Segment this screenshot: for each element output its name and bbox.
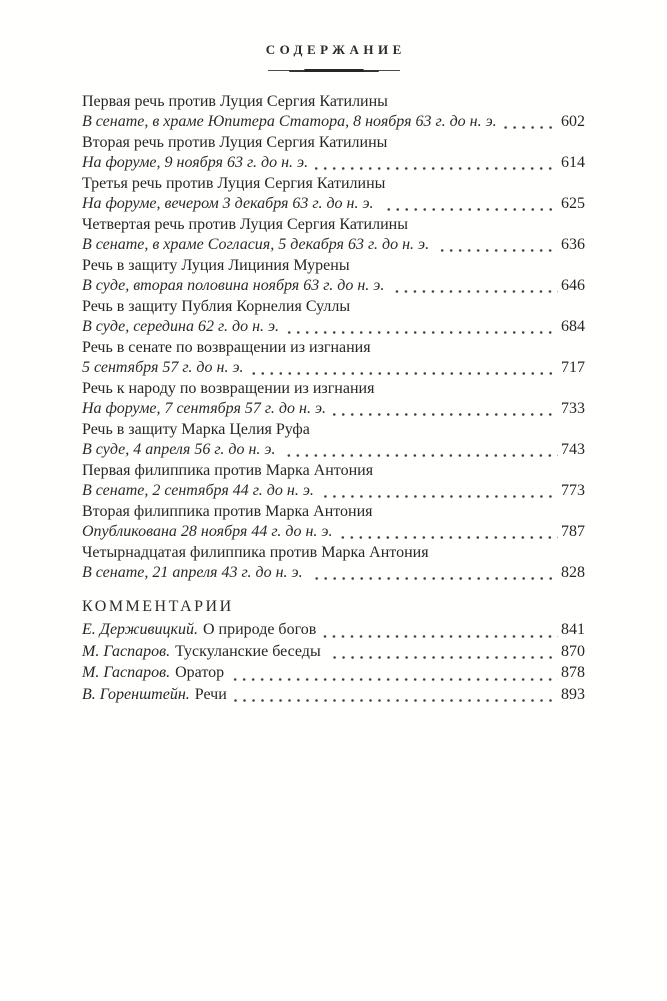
toc-entry-title: Первая речь против Луция Сергия Катилины <box>82 93 388 110</box>
comment-author: М. Гаспаров. <box>82 664 171 681</box>
toc-entry-subtitle: В суде, 4 апреля 56 г. до н. э. <box>82 441 276 458</box>
toc-entry-subtitle-line <box>82 481 585 501</box>
toc-entry-subtitle-line <box>82 112 585 132</box>
toc-entry-subtitle: В сенате, в храме Юпитера Статора, 8 ноября 63 г. до н. э. <box>82 113 497 130</box>
toc-entry-title: Речь в защиту Луция Лициния Мурены <box>82 257 350 274</box>
dot-leader <box>231 678 558 682</box>
toc-entry-subtitle-line <box>82 522 585 542</box>
toc-entry-title: Вторая речь против Луция Сергия Катилины <box>82 134 388 151</box>
comments-section-title: КОММЕНТАРИИ <box>82 598 234 615</box>
comment-page-number: 870 <box>561 642 585 660</box>
dot-leader <box>282 454 558 458</box>
toc-entry <box>82 133 585 173</box>
toc-content <box>82 0 585 705</box>
dot-leader <box>328 656 558 660</box>
toc-entry-page-number: 787 <box>561 523 585 540</box>
dot-leader <box>315 167 558 171</box>
toc-entry <box>82 297 585 337</box>
toc-entry-subtitle: В сенате, в храме Согласия, 5 декабря 63 г. до н. э. <box>82 236 430 253</box>
toc-entry <box>82 543 585 583</box>
toc-entry-page-number: 602 <box>561 113 585 130</box>
toc-entry-title: Речь в защиту Марка Целия Руфа <box>82 421 310 438</box>
comment-item <box>82 684 585 706</box>
comment-author: Е. Держивицкий. <box>82 621 198 638</box>
toc-entry-subtitle: На форуме, 7 сентября 57 г. до н. э. <box>82 400 327 417</box>
dot-leader <box>234 699 558 703</box>
toc-entry-page-number: 614 <box>561 154 585 171</box>
toc-entry-title: Вторая филиппика против Марка Антония <box>82 503 373 520</box>
toc-entry <box>82 461 585 501</box>
page-title: СОДЕРЖАНИЕ <box>265 42 406 57</box>
toc-entry <box>82 420 585 460</box>
toc-entry-subtitle-line <box>82 235 585 255</box>
comment-page-number: 841 <box>561 621 585 638</box>
toc-entry-page-number: 717 <box>561 359 585 376</box>
comment-title: Тускуланские беседы <box>175 642 321 660</box>
toc-entry-subtitle: В суде, вторая половина ноября 63 г. до н. э. <box>82 277 385 294</box>
toc-entry-title: Речь к народу по возвращении из изгнания <box>82 380 375 397</box>
dot-leader <box>436 249 558 253</box>
comments-section <box>82 596 585 705</box>
dot-leader <box>504 126 558 130</box>
toc-entry-title: Первая филиппика против Марка Антония <box>82 462 374 479</box>
swelled-rule-ornament <box>268 68 400 73</box>
dot-leader <box>333 413 558 417</box>
dot-leader <box>323 635 558 639</box>
comment-item <box>82 619 585 641</box>
toc-entry-subtitle-line <box>82 399 585 419</box>
comment-page-number: 893 <box>561 685 585 703</box>
toc-entry-page-number: 828 <box>561 564 585 581</box>
toc-entry-page-number: 733 <box>561 400 585 417</box>
toc-entry-title: Четвертая речь против Луция Сергия Катилины <box>82 216 408 233</box>
toc-entry-title: Четырнадцатая филиппика против Марка Антония <box>82 544 429 561</box>
toc-entry-subtitle-line <box>82 563 585 583</box>
toc-entry <box>82 174 585 214</box>
dot-leader <box>310 577 558 581</box>
comment-page-number: 878 <box>561 664 585 681</box>
comment-title: О природе богов <box>202 621 317 638</box>
toc-entry <box>82 215 585 255</box>
toc-entry-subtitle-line <box>82 153 585 173</box>
toc-entry <box>82 92 585 132</box>
comment-title: Оратор <box>175 664 225 681</box>
toc-entry <box>82 379 585 419</box>
toc-entry <box>82 338 585 378</box>
toc-entry-subtitle-line <box>82 194 585 214</box>
dot-leader <box>381 208 558 212</box>
toc-entry-page-number: 684 <box>561 318 585 335</box>
dot-leader <box>339 536 558 540</box>
toc-entry-title: Речь в сенате по возвращении из изгнания <box>82 339 371 356</box>
dot-leader <box>286 331 558 335</box>
dot-leader <box>321 495 558 499</box>
toc-entry-subtitle: В сенате, 21 апреля 43 г. до н. э. <box>82 564 303 581</box>
toc-entry-subtitle: Опубликована 28 ноября 44 г. до н. э. <box>82 523 333 540</box>
rule-thick <box>304 69 364 72</box>
comment-author: В. Горенштейн. <box>82 685 190 703</box>
comment-item <box>82 641 585 663</box>
toc-entry-subtitle: В сенате, 2 сентября 44 г. до н. э. <box>82 482 314 499</box>
toc-entry <box>82 256 585 296</box>
toc-entry-subtitle: На форуме, 9 ноября 63 г. до н. э. <box>82 154 309 171</box>
toc-entry-page-number: 646 <box>561 277 585 294</box>
dot-leader <box>391 290 558 294</box>
toc-entry-list <box>82 92 585 583</box>
toc-entry-subtitle: В суде, середина 62 г. до н. э. <box>82 318 280 335</box>
toc-entry-page-number: 625 <box>561 195 585 212</box>
toc-entry-page-number: 773 <box>561 482 585 499</box>
toc-entry-subtitle: 5 сентября 57 г. до н. э. <box>82 359 244 376</box>
toc-entry-subtitle-line <box>82 317 585 337</box>
toc-entry-page-number: 636 <box>561 236 585 253</box>
comment-author: М. Гаспаров. <box>82 642 171 660</box>
toc-entry-subtitle-line <box>82 440 585 460</box>
toc-entry-subtitle-line <box>82 276 585 296</box>
toc-entry-subtitle: На форуме, вечером 3 декабря 63 г. до н. э. <box>82 195 374 212</box>
toc-entry <box>82 502 585 542</box>
toc-entry-title: Третья речь против Луция Сергия Катилины <box>82 175 386 192</box>
comment-title: Речи <box>194 685 227 703</box>
toc-entry-page-number: 743 <box>561 441 585 458</box>
comment-item <box>82 662 585 684</box>
dot-leader <box>251 372 558 376</box>
toc-entry-subtitle-line <box>82 358 585 378</box>
toc-entry-title: Речь в защиту Публия Корнелия Суллы <box>82 298 351 315</box>
